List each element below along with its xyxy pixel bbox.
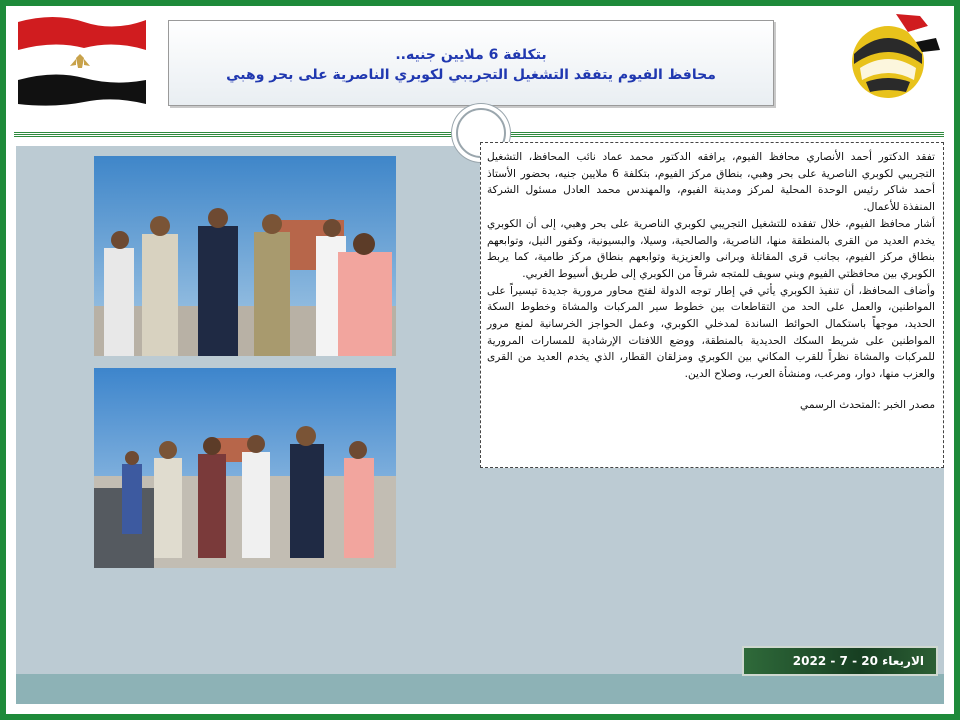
- article-paragraph: تفقد الدكتور أحمد الأنصاري محافظ الفيوم، يرافقه الدكتور محمد عماد نائب المحافظ، التشغيل التجريبي لكوبري الناصرية على بحر وهبي، بنطاق مركز الفيوم، بتكلفة 6 ملايين جنيه، بحضور الأستاذ أحمد شاكر رئيس الوحدة المحلية لمركز ومدينة الفيوم، والمهندس محمد العادل مسئول الشركة المنفذة للأعمال.: [487, 151, 935, 214]
- fayoum-governorate-logo: [836, 10, 946, 106]
- article-source: مصدر الخبر :المتحدث الرسمي: [800, 398, 935, 411]
- headline-line1: بتكلفة 6 ملايين جنيه..: [395, 47, 547, 63]
- article-paragraph: وأضاف المحافظ، أن تنفيذ الكوبري يأتي في إطار توجه الدولة لفتح محاور مرورية جديدة تيسيراً على المواطنين، والعمل على الحد من التقاطعات بين خطوط سير المركبات والمشاة وخطوط السكة الحديد، موجهاً باستكمال الحوائط الساندة لمدخلي الكوبري، وعمل الحواجز الخرسانية لمنع مرور المواطنين على شريط السكك الحديدية بالمنطقة، ووضع اللافتات الإرشادية للمسارات المرورية للمركبات والمشاة نظراً للقرب المكاني بين الكوبري ومزلقان القطار، الذي يخدم العديد من القرى والعزب منها، دوار، ومرعب، ومنشأة العرب، وصلاح الدين.: [487, 284, 935, 381]
- egypt-flag-icon: [14, 10, 150, 106]
- headline-line2: محافظ الفيوم يتفقد التشغيل التجريبي لكوبري الناصرية على بحر وهبي: [226, 67, 716, 83]
- footer-band: [16, 674, 944, 704]
- article-paragraph: أشار محافظ الفيوم، خلال تفقده للتشغيل التجريبي لكوبري الناصرية على بحر وهبي، إلى أن الكوبري يخدم العديد من القرى بالمنطقة منها، الناصرية، والصالحية، وسيلا، والبسيونية، وكفور النيل، وتوابعهم بنطاق مركز الفيوم، بجانب قرى المقاتلة وبرانى والعزيزية وتوابعهم بنطاق مركز طامية، كما يربط الكوبري بين محافظتي الفيوم وبني سويف للمتجه شرقاً من الكوبري إلى طريق أسيوط الغربي.: [487, 217, 935, 280]
- news-photo-1: [94, 156, 396, 356]
- news-photo-2: [94, 368, 396, 568]
- article-text-box: [480, 142, 944, 468]
- headline-box: [168, 20, 774, 106]
- date-badge: الاربعاء 20 - 7 - 2022: [742, 646, 938, 676]
